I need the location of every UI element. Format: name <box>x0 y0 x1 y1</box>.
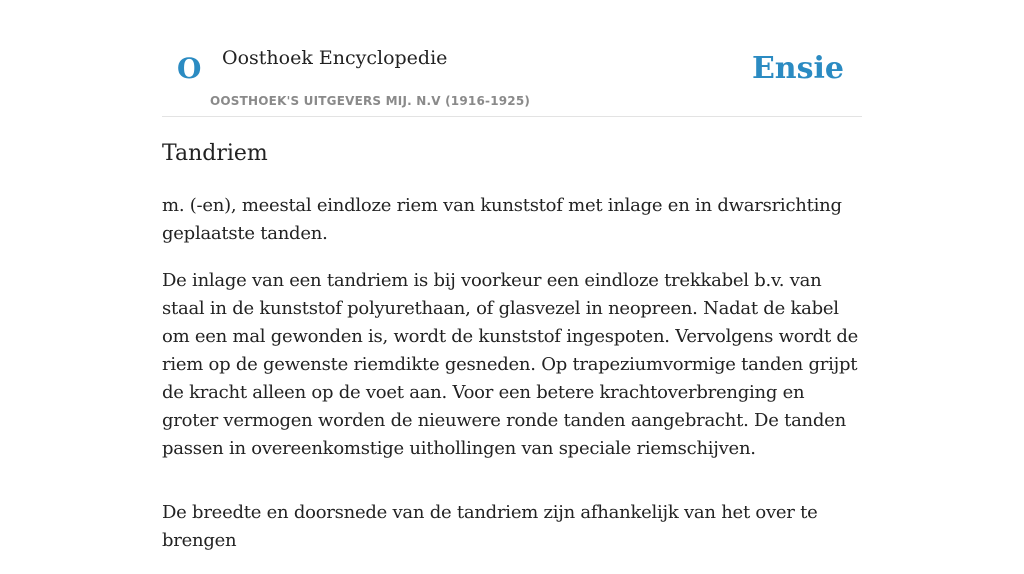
source-title-link[interactable]: Oosthoek Encyclopedie <box>222 47 448 69</box>
entry-title: Tandriem <box>162 141 268 166</box>
source-header <box>162 0 862 117</box>
body-paragraph: De breedte en doorsnede van de tandriem zijn afhankelijk van het over te brengen <box>162 502 818 551</box>
article-container <box>162 0 862 551</box>
source-subtitle: OOSTHOEK'S UITGEVERS MIJ. N.V (1916-1925) <box>210 94 531 108</box>
brand-logo-link[interactable]: Ensie <box>751 51 844 86</box>
definition-paragraph: m. (-en), meestal eindloze riem van kunststof met inlage en in dwarsrichting geplaatste tanden. <box>162 195 842 244</box>
entry-body <box>162 192 862 574</box>
source-logo[interactable]: O <box>177 52 202 85</box>
body-paragraph: De inlage van een tandriem is bij voorkeur een eindloze trekkabel b.v. van staal in de kunststof polyurethaan, of glasvezel in neopreen. Nadat de kabel om een mal gewonden is, wordt de kunststof ingespoten. Vervolgens wordt de riem op de gewenste riemdikte gesneden. Op trapeziumvormige tanden grijpt de kracht alleen op de voet aan. Voor een betere krachtoverbrenging en groter vermogen worden de nieuwere ronde tanden aangebracht. De tanden passen in overeenkomstige uithollingen van speciale riemschijven. <box>162 270 859 459</box>
